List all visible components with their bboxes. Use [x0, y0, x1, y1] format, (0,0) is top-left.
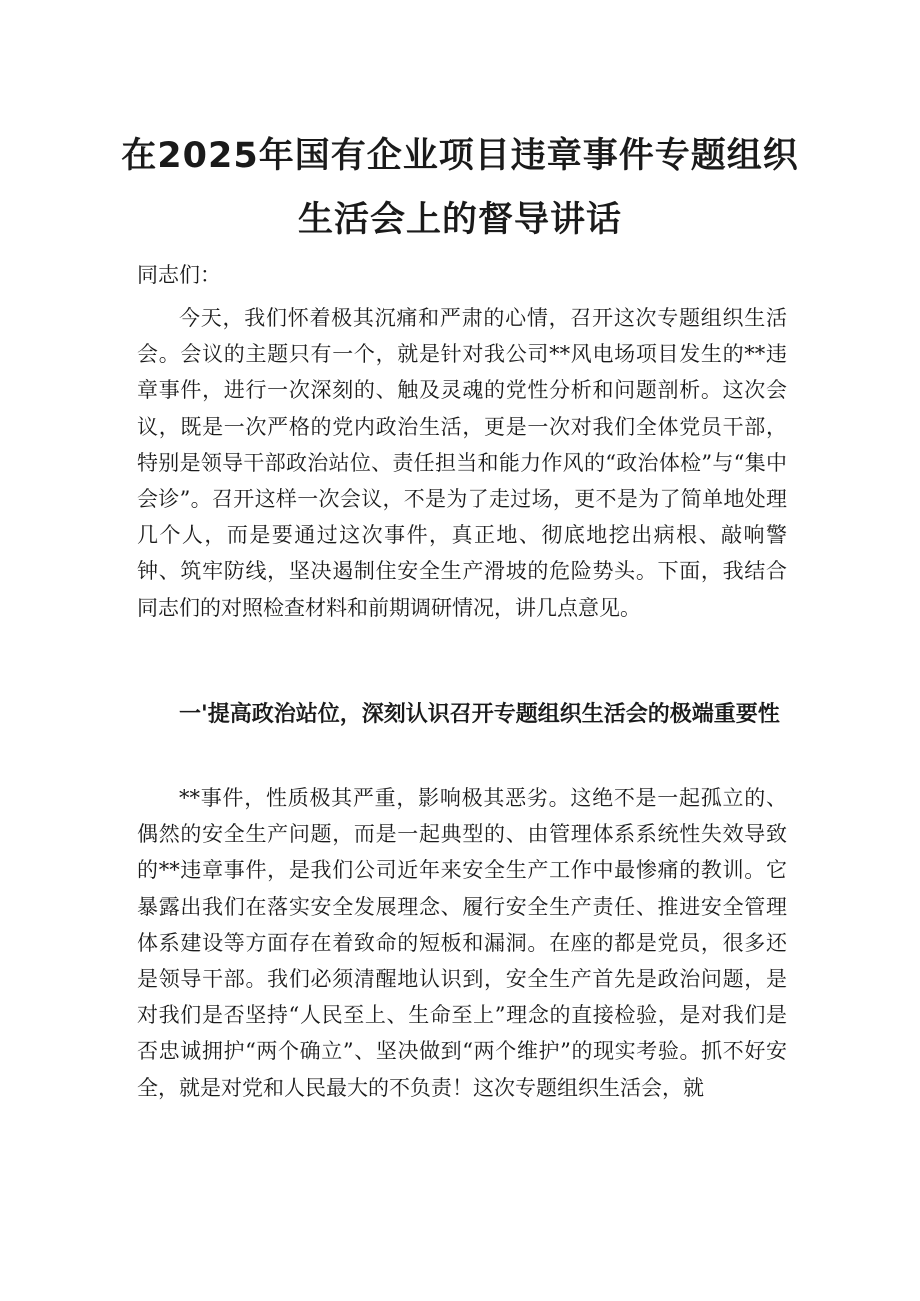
body-paragraph-2: **事件，性质极其严重，影响极其恶劣。这绝不是一起孤立的、偶然的安全生产问题，而是一起典型的、由管理体系系统性失效导致的**违章事件，是我们公司近年来安全生产工作中最惨痛的教训。它暴露出我们在落实安全发展理念、履行安全生产责任、推进安全管理体系建设等方面存在着致命的短板和漏洞。在座的都是党员，很多还是领导干部。我们必须清醒地认识到，安全生产首先是政治问题，是对我们是否坚持“人民至上、生命至上”理念的直接检验，是对我们是否忠诚拥护“两个确立”、坚决做到“两个维护”的现实考验。抓不好安全，就是对党和人民最大的不负责！这次专题组织生活会，就	[137, 786, 787, 1100]
body-paragraph-1: 今天，我们怀着极其沉痛和严肃的心情，召开这次专题组织生活会。会议的主题只有一个，就是针对我公司**风电场项目发生的**违章事件，进行一次深刻的、触及灵魂的党性分析和问题剖析。这次会议，既是一次严格的党内政治生活，更是一次对我们全体党员干部，特别是领导干部政治站位、责任担当和能力作风的“政治体检”与“集中会诊”。召开这样一次会议，不是为了走过场，更不是为了简单地处理几个人，而是要通过这次事件，真正地、彻底地挖出病根、敲响警钟、筑牢防线，坚决遏制住安全生产滑坡的危险势头。下面，我结合同志们的对照检查材料和前期调研情况，讲几点意见。	[137, 306, 787, 620]
document-title-line-2: 生活会上的督导讲话	[297, 200, 622, 240]
document-title-line-1: 在2025年国有企业项目违章事件专题组织	[121, 136, 799, 176]
salutation: 同志们：	[137, 263, 221, 287]
section-heading-1: 一'提高政治站位，深刻认识召开专题组织生活会的极端重要性	[179, 702, 780, 727]
